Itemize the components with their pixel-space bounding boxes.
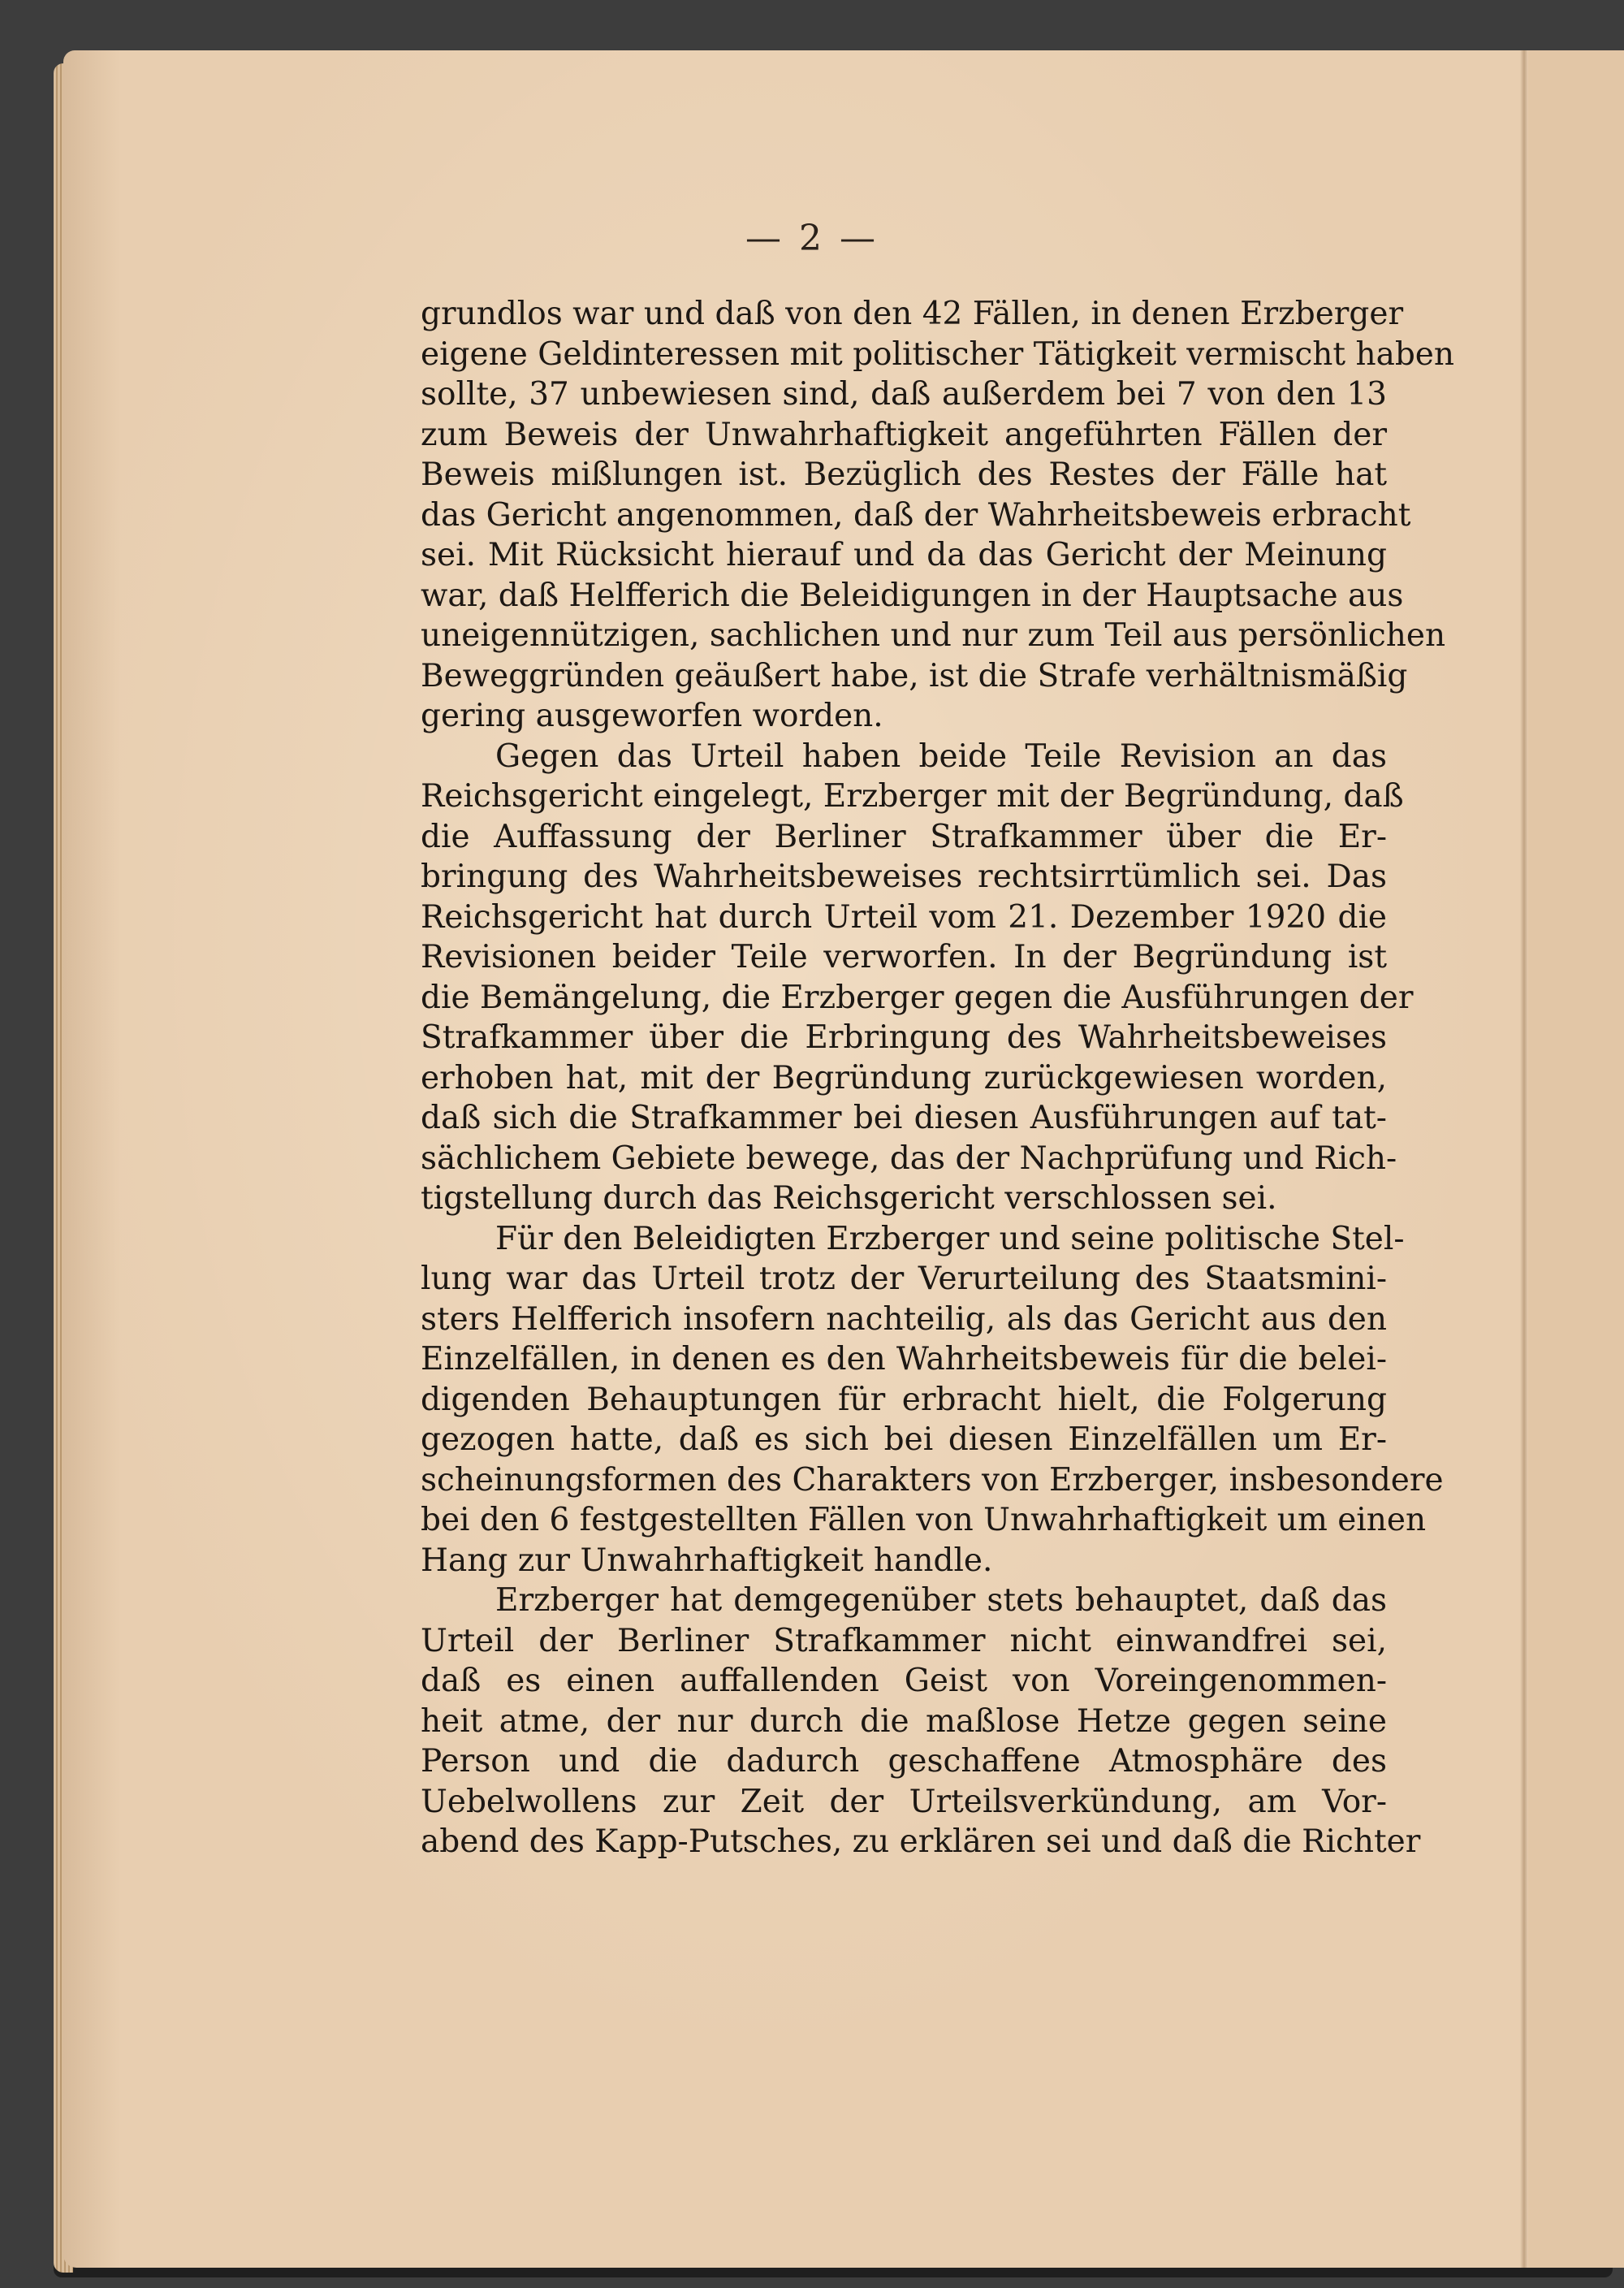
text-line: daß es einen auffallenden Geist von Voreingenommen- [421,1663,1387,1699]
text-line: Für den Beleidigten Erzberger und seine politische Stel- [495,1220,1405,1257]
text-line: abend des Kapp-Putsches, zu erklären sei und daß die Richter [421,1823,1421,1860]
text-line: daß sich die Strafkammer bei diesen Ausführungen auf tat- [421,1100,1387,1136]
text-line: sollte, 37 unbewiesen sind, daß außerdem bei 7 von den 13 [421,376,1387,413]
text-line: bringung des Wahrheitsbeweises rechtsirrtümlich sei. Das [421,859,1387,895]
text-line: Person und die dadurch geschaffene Atmosphäre des [421,1743,1387,1780]
body-text [421,294,1455,1862]
text-line: Beweggründen geäußert habe, ist die Strafe verhältnismäßig [421,657,1408,694]
text-line: Gegen das Urteil haben beide Teile Revision an das [495,737,1387,775]
paragraph [421,1219,1444,1581]
text-line: Beweis mißlungen ist. Bezüglich des Restes der Fälle hat [421,456,1387,493]
text-line: die Auffassung der Berliner Strafkammer über die Er- [421,818,1387,855]
text-line: das Gericht angenommen, daß der Wahrheitsbeweis erbracht [421,496,1411,534]
text-line: bei den 6 festgestellten Fällen von Unwahrhaftigkeit um einen [421,1502,1427,1538]
text-line: Reichsgericht hat durch Urteil vom 21. Dezember 1920 die [421,898,1387,936]
text-line: Erzberger hat demgegenüber stets behauptet, daß das [495,1582,1387,1619]
text-line: digenden Behauptungen für erbracht hielt, die Folgerung [421,1381,1387,1418]
text-line: die Bemängelung, die Erzberger gegen die Ausführungen der [421,979,1414,1016]
text-line: heit atme, der nur durch die maßlose Hetze gegen seine [421,1702,1387,1740]
text-line: sei. Mit Rücksicht hierauf und da das Gericht der Meinung [421,537,1387,573]
text-line: uneigennützigen, sachlichen und nur zum Teil aus persönlichen [421,617,1446,654]
text-line: sters Helfferich insofern nachteilig, als das Gericht aus den [421,1300,1387,1338]
text-line: erhoben hat, mit der Begründung zurückgewiesen worden, [421,1059,1387,1096]
text-line: lung war das Urteil trotz der Verurteilung des Staatsmini- [421,1261,1387,1297]
text-line: sächlichem Gebiete bewege, das der Nachprüfung und Rich- [421,1140,1397,1177]
text-line: tigstellung durch das Reichsgericht verschlossen sei. [421,1180,1277,1217]
text-line: grundlos war und daß von den 42 Fällen, in denen Erzberger [421,296,1404,332]
text-line: Urteil der Berliner Strafkammer nicht einwandfrei sei, [421,1622,1387,1659]
text-line: Uebelwollens zur Zeit der Urteilsverkündung, am Vor- [421,1783,1387,1820]
text-line: eigene Geldinteressen mit politischer Tätigkeit vermischt haben [421,335,1455,373]
book-gutter [1520,50,1528,2268]
text-line: gezogen hatte, daß es sich bei diesen Einzelfällen um Er- [421,1421,1387,1458]
paragraph [421,294,1455,737]
paragraph [421,737,1414,1219]
text-line: Revisionen beider Teile verworfen. In der Begründung ist [421,939,1387,975]
text-line: war, daß Helfferich die Beleidigungen in der Hauptsache aus [421,577,1404,614]
text-line: Strafkammer über die Erbringung des Wahrheitsbeweises [421,1019,1387,1056]
text-line: zum Beweis der Unwahrhaftigkeit angeführten Fällen der [421,416,1387,453]
text-line: Einzelfällen, in denen es den Wahrheitsbeweis für die belei- [421,1341,1387,1378]
text-line: scheinungsformen des Charakters von Erzberger, insbesondere [421,1461,1444,1499]
text-line: gering ausgeworfen worden. [421,698,883,734]
paragraph [421,1581,1421,1862]
text-line: Hang zur Unwahrhaftigkeit handle. [421,1542,993,1579]
next-page-edge [1528,50,1624,2268]
text-line: Reichsgericht eingelegt, Erzberger mit der Begründung, daß [421,778,1404,815]
page-number: — 2 — [745,218,879,259]
